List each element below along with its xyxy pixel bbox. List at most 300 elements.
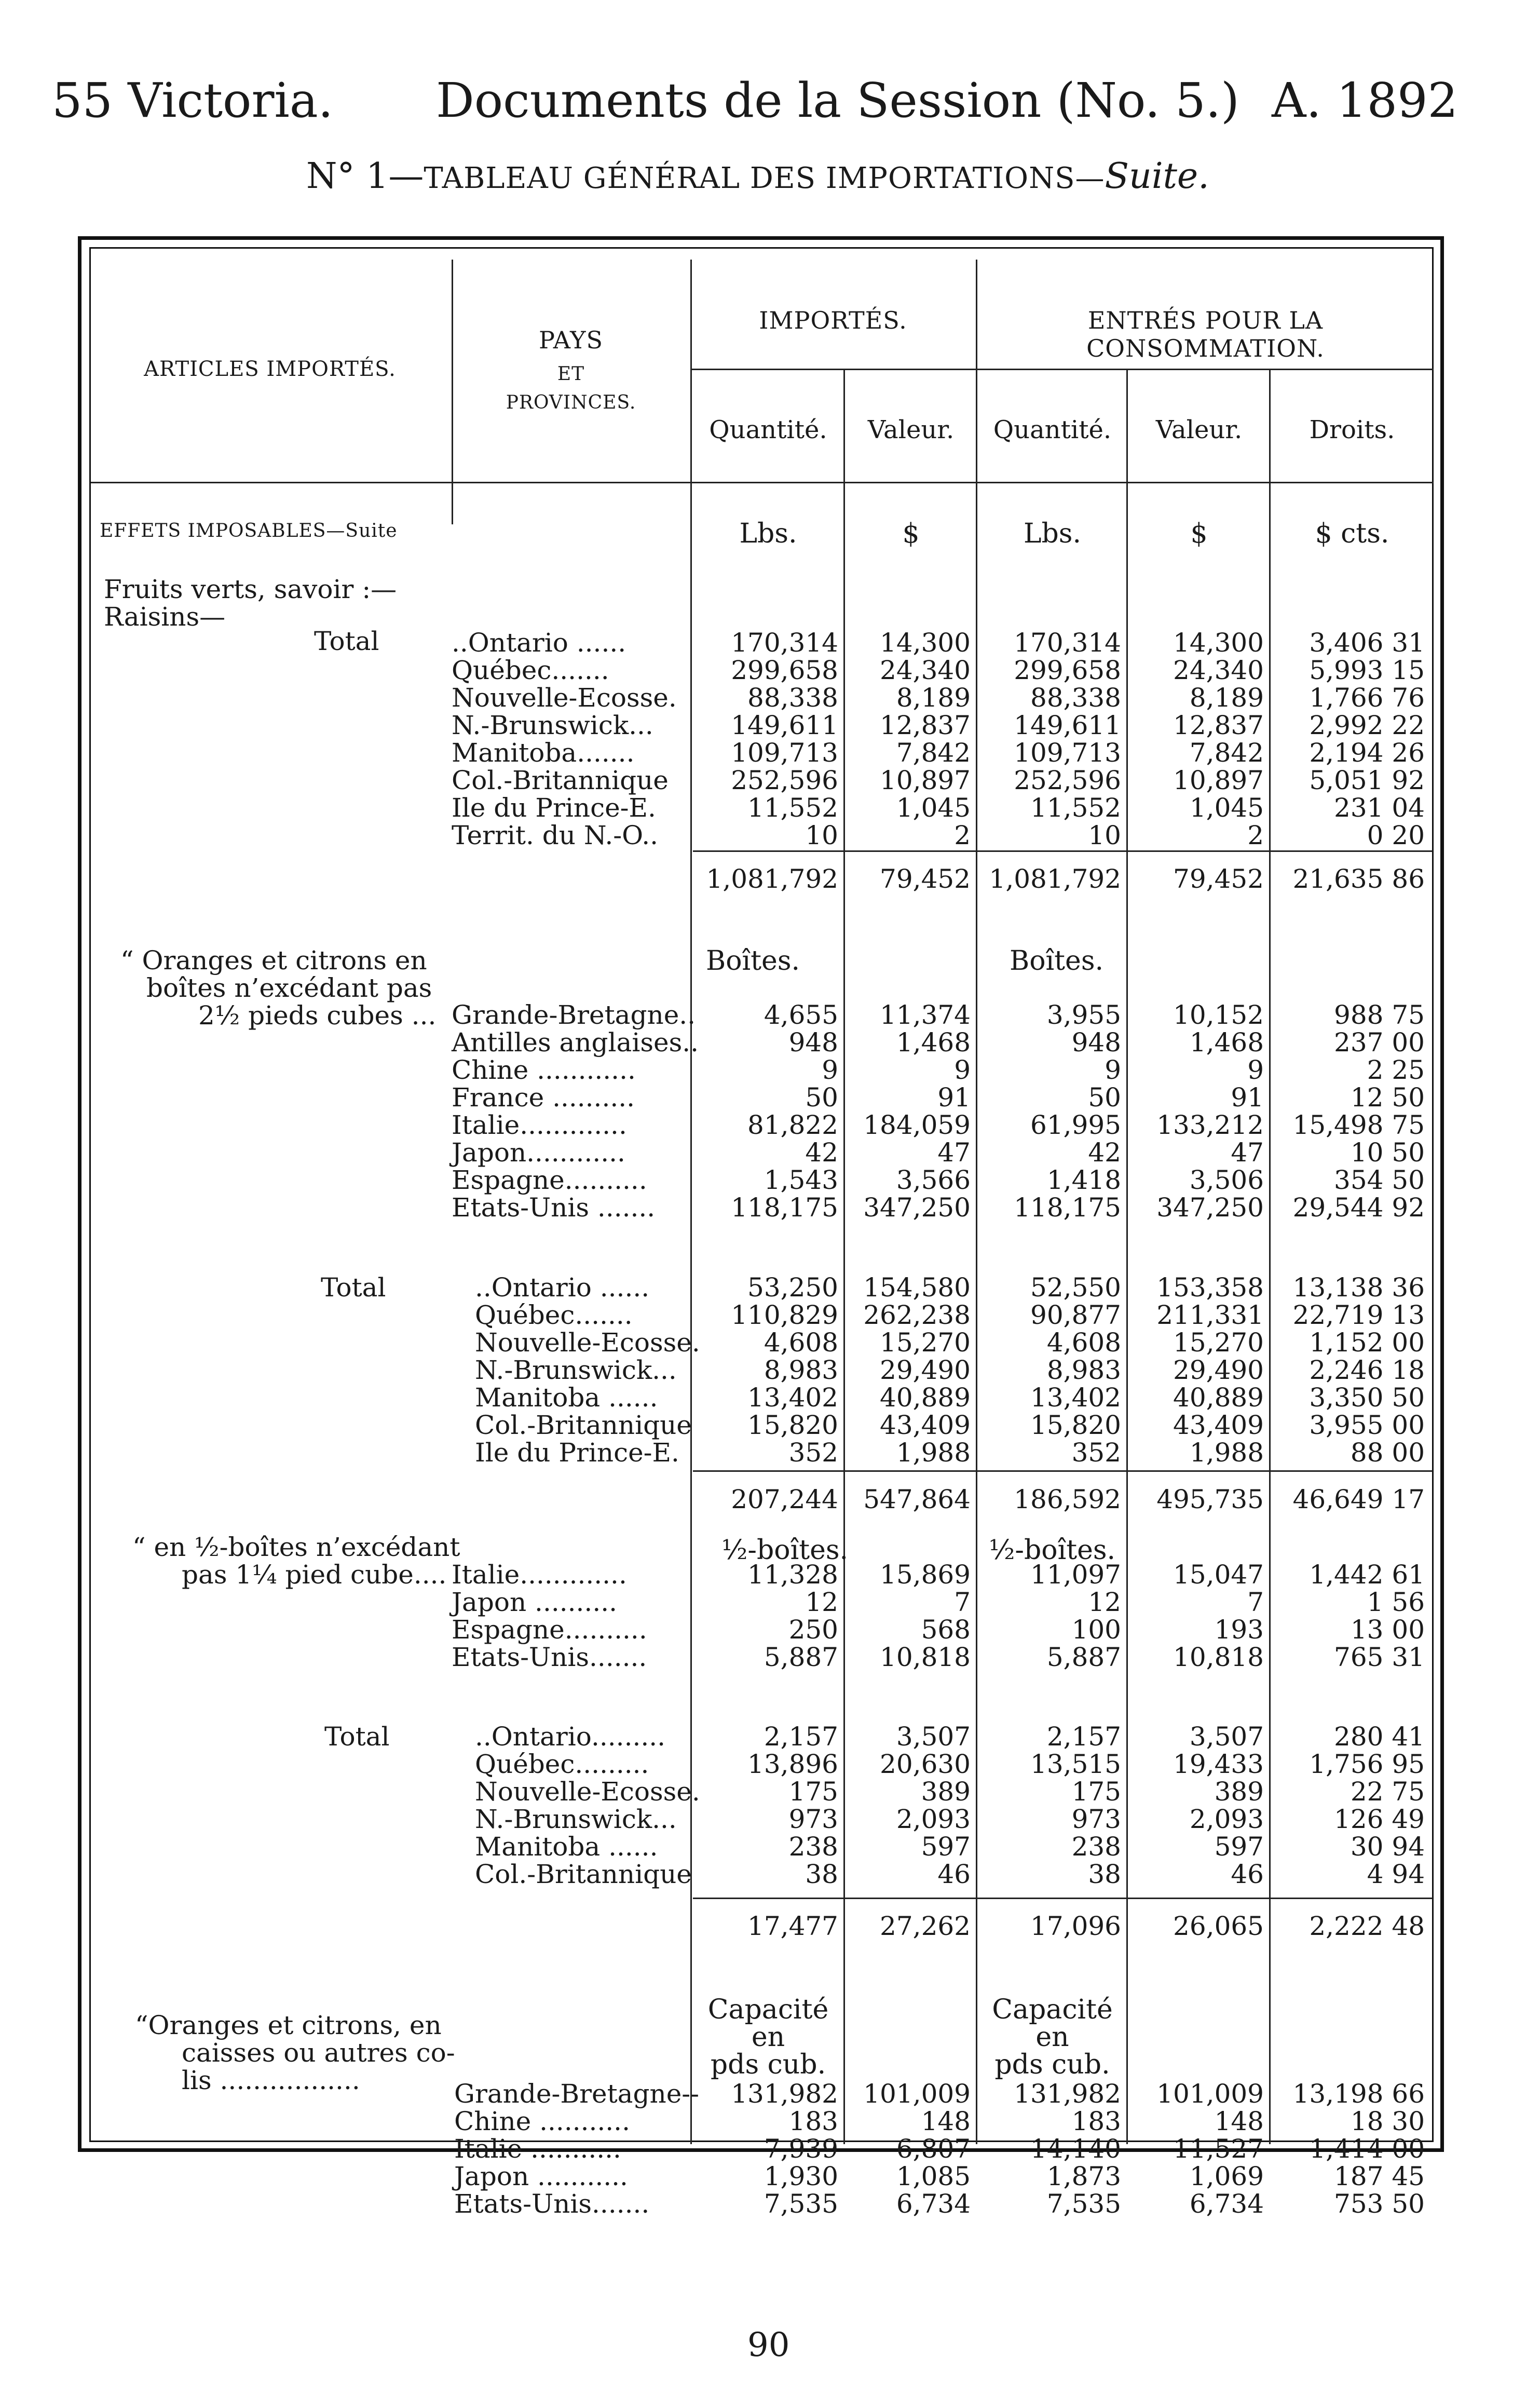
row-country: Grande-Bretagne-- (454, 2079, 700, 2109)
cell-value-imported: 46 (937, 1859, 971, 1889)
cell-qty-entered: 11,097 (1030, 1560, 1121, 1590)
header-quantite-entres: Quantité. (993, 415, 1112, 444)
cell-value-imported: 20,630 (880, 1749, 971, 1779)
cell-value-entered: 133,212 (1156, 1110, 1264, 1140)
cell-duty: 237 00 (1334, 1027, 1425, 1058)
row-country: Manitoba ...... (475, 1383, 658, 1413)
total-rule (693, 1470, 1433, 1472)
cell-value-entered: 211,331 (1156, 1300, 1264, 1330)
cell-value-imported: 14,300 (880, 628, 971, 658)
cell-duty: 88 00 (1350, 1438, 1425, 1468)
cell-duty: 2 25 (1367, 1055, 1425, 1085)
cell-qty-entered: 170,314 (1014, 628, 1121, 658)
cell-value-imported: 1,988 (896, 1438, 971, 1468)
cell-value-imported: 15,270 (880, 1328, 971, 1358)
cell-value-imported: 10,818 (880, 1642, 971, 1672)
cell-value-entered: 3,506 (1189, 1165, 1264, 1195)
cell-duty: 5,051 92 (1309, 765, 1425, 795)
row-country: Nouvelle-Ecosse. (475, 1777, 700, 1807)
cell-qty-imported: 12 (805, 1587, 838, 1617)
cell-value-entered: 597 (1214, 1832, 1264, 1862)
cell-qty-imported: 948 (788, 1027, 838, 1058)
total-qty-entered: 186,592 (1014, 1484, 1121, 1514)
cell-qty-imported: 1,543 (764, 1165, 838, 1195)
cell-qty-imported: 7,939 (764, 2134, 838, 2164)
cell-value-entered: 7,842 (1189, 738, 1264, 768)
row-country: Etats-Unis ....... (452, 1193, 656, 1223)
row-country: Espagne.......... (452, 1165, 647, 1195)
cell-qty-entered: 3,955 (1046, 1000, 1121, 1030)
cell-qty-imported: 118,175 (731, 1193, 838, 1223)
cell-qty-entered: 50 (1088, 1082, 1121, 1113)
total-value-entered: 79,452 (1173, 864, 1264, 894)
cell-qty-entered: 948 (1071, 1027, 1121, 1058)
cell-value-entered: 1,045 (1189, 793, 1264, 823)
cell-value-imported: 2 (954, 820, 971, 850)
total-value-entered: 26,065 (1173, 1911, 1264, 1941)
cell-qty-entered: 13,402 (1030, 1383, 1121, 1413)
column-rule-importes-valeur (843, 369, 845, 2144)
cell-duty: 13,138 36 (1292, 1272, 1425, 1303)
total-label-oranges-boites: Total (321, 1272, 386, 1303)
unit-boites-entres: Boîtes. (1010, 945, 1104, 977)
header-pays-3: PROVINCES. (506, 392, 636, 413)
header-articles: ARTICLES IMPORTÉS. (144, 357, 396, 381)
total-duty: 46,649 17 (1292, 1484, 1425, 1514)
article-fruits-verts: Fruits verts, savoir :— (104, 574, 397, 604)
cell-value-imported: 3,507 (896, 1722, 971, 1752)
cell-duty: 1,766 76 (1309, 683, 1425, 713)
cell-duty: 29,544 92 (1292, 1193, 1425, 1223)
cell-value-imported: 148 (921, 2106, 971, 2136)
cell-value-imported: 91 (937, 1082, 971, 1113)
cell-duty: 2,992 22 (1309, 710, 1425, 740)
cell-qty-imported: 13,402 (747, 1383, 838, 1413)
cell-value-entered: 91 (1231, 1082, 1264, 1113)
cell-qty-entered: 8,983 (1046, 1355, 1121, 1385)
cell-value-entered: 148 (1214, 2106, 1264, 2136)
cell-qty-entered: 11,552 (1030, 793, 1121, 823)
row-country: Col.-Britannique (475, 1859, 692, 1889)
cell-qty-imported: 170,314 (731, 628, 838, 658)
cell-duty: 0 20 (1367, 820, 1425, 850)
header-importes: IMPORTÉS. (759, 306, 907, 334)
cell-value-imported: 11,374 (880, 1000, 971, 1030)
row-country: Etats-Unis....... (454, 2189, 650, 2219)
cell-value-entered: 12,837 (1173, 710, 1264, 740)
cell-qty-entered: 183 (1071, 2106, 1121, 2136)
cell-qty-imported: 8,983 (764, 1355, 838, 1385)
cell-qty-imported: 5,887 (764, 1642, 838, 1672)
cell-value-entered: 9 (1247, 1055, 1264, 1085)
unit-capacite-importes-2: en (751, 2022, 785, 2053)
cell-qty-entered: 52,550 (1030, 1272, 1121, 1303)
cell-qty-entered: 13,515 (1030, 1749, 1121, 1779)
row-country: Japon ........... (454, 2161, 628, 2191)
cell-qty-imported: 250 (788, 1615, 838, 1645)
cell-qty-entered: 131,982 (1014, 2079, 1121, 2109)
row-country: Nouvelle-Ecosse. (475, 1328, 700, 1358)
cell-value-entered: 6,734 (1189, 2189, 1264, 2219)
cell-value-entered: 101,009 (1156, 2079, 1264, 2109)
cell-value-imported: 389 (921, 1777, 971, 1807)
cell-qty-imported: 53,250 (747, 1272, 838, 1303)
cell-qty-imported: 13,896 (747, 1749, 838, 1779)
row-country: Nouvelle-Ecosse. (452, 683, 677, 713)
cell-duty: 1,414 00 (1309, 2134, 1425, 2164)
cell-qty-entered: 4,608 (1046, 1328, 1121, 1358)
cell-value-entered: 389 (1214, 1777, 1264, 1807)
cell-qty-entered: 352 (1071, 1438, 1121, 1468)
cell-value-entered: 2 (1247, 820, 1264, 850)
cell-value-imported: 1,045 (896, 793, 971, 823)
cell-qty-imported: 38 (805, 1859, 838, 1889)
row-country: Antilles anglaises.. (452, 1027, 699, 1058)
cell-qty-imported: 109,713 (731, 738, 838, 768)
cell-duty: 1,152 00 (1309, 1328, 1425, 1358)
total-value-imported: 547,864 (863, 1484, 971, 1514)
row-country: ..Ontario......... (475, 1722, 666, 1752)
unit-valeur-importes: $ (902, 518, 920, 549)
cell-qty-entered: 1,873 (1046, 2161, 1121, 2191)
cell-qty-imported: 252,596 (731, 765, 838, 795)
unit-capacite-entres-1: Capacité (992, 1994, 1113, 2025)
total-rule (693, 850, 1433, 852)
row-country: Italie............. (452, 1560, 627, 1590)
cell-value-imported: 262,238 (863, 1300, 971, 1330)
cell-value-imported: 8,189 (896, 683, 971, 713)
cell-duty: 280 41 (1334, 1722, 1425, 1752)
unit-demi-boites-entres: ½-boîtes. (989, 1535, 1116, 1566)
cell-value-imported: 7,842 (896, 738, 971, 768)
cell-duty: 13,198 66 (1292, 2079, 1425, 2109)
cell-value-entered: 8,189 (1189, 683, 1264, 713)
cell-value-entered: 1,069 (1189, 2161, 1264, 2191)
unit-valeur-entres: $ (1190, 518, 1208, 549)
cell-qty-imported: 15,820 (747, 1410, 838, 1440)
header-entres: ENTRÉS POUR LA CONSOMMATION. (1086, 306, 1325, 362)
column-rule-articles (452, 260, 453, 524)
cell-value-imported: 10,897 (880, 765, 971, 795)
row-country: Québec....... (452, 655, 609, 685)
cell-value-entered: 15,270 (1173, 1328, 1264, 1358)
cell-duty: 1,756 95 (1309, 1749, 1425, 1779)
article-caisses-2: caisses ou autres co- (182, 2038, 455, 2068)
header-rule (91, 482, 1434, 483)
article-demi-boites-2: pas 1¼ pied cube.... (182, 1560, 447, 1590)
cell-duty: 3,350 50 (1309, 1383, 1425, 1413)
row-country: Manitoba....... (452, 738, 635, 768)
cell-value-entered: 193 (1214, 1615, 1264, 1645)
cell-qty-entered: 973 (1071, 1804, 1121, 1834)
cell-duty: 753 50 (1334, 2189, 1425, 2219)
header-subrule (690, 369, 1434, 370)
total-value-imported: 27,262 (880, 1911, 971, 1941)
unit-capacite-importes-1: Capacité (707, 1994, 829, 2025)
row-country: Ile du Prince-E. (475, 1438, 679, 1468)
cell-qty-entered: 88,338 (1030, 683, 1121, 713)
cell-qty-imported: 183 (788, 2106, 838, 2136)
row-country: N.-Brunswick... (475, 1355, 677, 1385)
cell-duty: 3,406 31 (1309, 628, 1425, 658)
cell-value-imported: 43,409 (880, 1410, 971, 1440)
row-country: Italie............. (452, 1110, 627, 1140)
cell-duty: 18 30 (1350, 2106, 1425, 2136)
cell-value-imported: 12,837 (880, 710, 971, 740)
cell-value-entered: 10,897 (1173, 765, 1264, 795)
column-rule-droits (1269, 369, 1271, 2144)
row-country: Chine ........... (454, 2106, 630, 2136)
cell-value-entered: 11,527 (1173, 2134, 1264, 2164)
article-oranges-boites-3: 2½ pieds cubes ... (198, 1000, 437, 1031)
row-country: N.-Brunswick... (452, 710, 653, 740)
article-raisins: Raisins— (104, 602, 226, 632)
cell-qty-entered: 100 (1071, 1615, 1121, 1645)
cell-value-imported: 9 (954, 1055, 971, 1085)
article-caisses-1: “Oranges et citrons, en (135, 2010, 442, 2040)
title-number: N° 1— (306, 156, 424, 197)
row-country: France .......... (452, 1082, 635, 1113)
cell-qty-entered: 42 (1088, 1137, 1121, 1168)
cell-duty: 1 56 (1367, 1587, 1425, 1617)
cell-value-entered: 10,818 (1173, 1642, 1264, 1672)
cell-duty: 10 50 (1350, 1137, 1425, 1168)
cell-value-imported: 29,490 (880, 1355, 971, 1385)
cell-value-entered: 2,093 (1189, 1804, 1264, 1834)
header-valeur-importes: Valeur. (867, 415, 955, 444)
cell-duty: 5,993 15 (1309, 655, 1425, 685)
cell-value-imported: 568 (921, 1615, 971, 1645)
cell-value-imported: 3,566 (896, 1165, 971, 1195)
cell-qty-imported: 50 (805, 1082, 838, 1113)
unit-capacite-entres-3: pds cub. (994, 2049, 1110, 2080)
cell-value-imported: 1,085 (896, 2161, 971, 2191)
cell-qty-imported: 1,930 (764, 2161, 838, 2191)
cell-duty: 988 75 (1334, 1000, 1425, 1030)
total-rule (693, 1898, 1433, 1899)
cell-qty-entered: 90,877 (1030, 1300, 1121, 1330)
column-rule-entres-valeur (1126, 369, 1128, 2144)
cell-value-imported: 24,340 (880, 655, 971, 685)
cell-value-imported: 184,059 (863, 1110, 971, 1140)
cell-value-imported: 2,093 (896, 1804, 971, 1834)
row-country: ..Ontario ...... (475, 1272, 650, 1303)
row-country: Québec......... (475, 1749, 649, 1779)
total-qty-imported: 1,081,792 (706, 864, 838, 894)
article-oranges-boites-1: “ Oranges et citrons en (120, 945, 427, 976)
total-qty-imported: 17,477 (747, 1911, 838, 1941)
row-country: Grande-Bretagne.. (452, 1000, 696, 1030)
cell-qty-entered: 252,596 (1014, 765, 1121, 795)
cell-value-imported: 6,734 (896, 2189, 971, 2219)
cell-qty-entered: 238 (1071, 1832, 1121, 1862)
cell-qty-imported: 299,658 (731, 655, 838, 685)
cell-duty: 2,194 26 (1309, 738, 1425, 768)
cell-qty-imported: 175 (788, 1777, 838, 1807)
cell-value-entered: 24,340 (1173, 655, 1264, 685)
cell-value-entered: 14,300 (1173, 628, 1264, 658)
row-country: Territ. du N.-O.. (452, 820, 659, 850)
cell-qty-imported: 81,822 (747, 1110, 838, 1140)
unit-demi-boites-importes: ½-boîtes. (721, 1535, 849, 1566)
unit-quantite-importes: Lbs. (739, 518, 797, 549)
cell-duty: 13 00 (1350, 1615, 1425, 1645)
unit-quantite-entres: Lbs. (1023, 518, 1082, 549)
row-country: Col.-Britannique (452, 765, 669, 795)
header-valeur-entres: Valeur. (1155, 415, 1243, 444)
cell-qty-entered: 1,418 (1046, 1165, 1121, 1195)
section-effets-imposables: EFFETS IMPOSABLES—Suite (100, 520, 398, 541)
cell-value-imported: 7 (954, 1587, 971, 1617)
cell-duty: 22 75 (1350, 1777, 1425, 1807)
cell-value-imported: 347,250 (863, 1193, 971, 1223)
cell-duty: 22,719 13 (1292, 1300, 1425, 1330)
cell-qty-imported: 149,611 (731, 710, 838, 740)
cell-qty-imported: 110,829 (731, 1300, 838, 1330)
header-year: A. 1892 (1272, 73, 1459, 128)
cell-value-imported: 154,580 (863, 1272, 971, 1303)
cell-value-entered: 15,047 (1173, 1560, 1264, 1590)
cell-qty-imported: 11,328 (747, 1560, 838, 1590)
cell-duty: 15,498 75 (1292, 1110, 1425, 1140)
cell-value-entered: 19,433 (1173, 1749, 1264, 1779)
cell-value-imported: 15,869 (880, 1560, 971, 1590)
cell-value-entered: 46 (1231, 1859, 1264, 1889)
cell-qty-imported: 42 (805, 1137, 838, 1168)
cell-qty-entered: 10 (1088, 820, 1121, 850)
cell-qty-entered: 175 (1071, 1777, 1121, 1807)
cell-qty-entered: 7,535 (1046, 2189, 1121, 2219)
cell-qty-imported: 352 (788, 1438, 838, 1468)
row-country: Italie ........... (454, 2134, 621, 2164)
cell-qty-entered: 118,175 (1014, 1193, 1121, 1223)
cell-qty-entered: 14,140 (1030, 2134, 1121, 2164)
cell-qty-imported: 11,552 (747, 793, 838, 823)
total-label-raisins: Total (314, 626, 379, 656)
cell-duty: 126 49 (1334, 1804, 1425, 1834)
cell-value-imported: 101,009 (863, 2079, 971, 2109)
cell-qty-imported: 4,608 (764, 1328, 838, 1358)
row-country: Ile du Prince-E. (452, 793, 656, 823)
row-country: Manitoba ...... (475, 1832, 658, 1862)
cell-duty: 2,246 18 (1309, 1355, 1425, 1385)
cell-value-entered: 10,152 (1173, 1000, 1264, 1030)
row-country: Etats-Unis....... (452, 1642, 647, 1672)
cell-qty-entered: 38 (1088, 1859, 1121, 1889)
article-oranges-boites-2: boîtes n’excédant pas (146, 973, 432, 1003)
table-title (306, 156, 1209, 197)
cell-value-imported: 597 (921, 1832, 971, 1862)
cell-duty: 765 31 (1334, 1642, 1425, 1672)
cell-value-entered: 3,507 (1189, 1722, 1264, 1752)
header-title: Documents de la Session (No. 5.) (436, 73, 1239, 128)
cell-value-imported: 47 (937, 1137, 971, 1168)
cell-qty-imported: 7,535 (764, 2189, 838, 2219)
header-volume: 55 Victoria. (52, 73, 333, 128)
row-country: Chine ............ (452, 1055, 636, 1085)
cell-value-imported: 1,468 (896, 1027, 971, 1058)
cell-qty-entered: 12 (1088, 1587, 1121, 1617)
row-country: Espagne.......... (452, 1615, 647, 1645)
header-pays-2: ET (557, 363, 585, 385)
cell-qty-imported: 2,157 (764, 1722, 838, 1752)
cell-value-imported: 6,807 (896, 2134, 971, 2164)
page-number: 90 (747, 2326, 790, 2364)
total-label-demi-boites: Total (324, 1722, 390, 1752)
cell-qty-entered: 149,611 (1014, 710, 1121, 740)
header-pays-1: PAYS (539, 326, 603, 354)
cell-qty-imported: 9 (822, 1055, 838, 1085)
article-caisses-3: lis ................. (182, 2065, 360, 2095)
cell-duty: 4 94 (1367, 1859, 1425, 1889)
cell-qty-imported: 238 (788, 1832, 838, 1862)
cell-qty-imported: 88,338 (747, 683, 838, 713)
cell-value-entered: 7 (1247, 1587, 1264, 1617)
row-country: Québec....... (475, 1300, 633, 1330)
cell-value-entered: 1,468 (1189, 1027, 1264, 1058)
cell-qty-entered: 15,820 (1030, 1410, 1121, 1440)
cell-duty: 3,955 00 (1309, 1410, 1425, 1440)
cell-qty-entered: 5,887 (1046, 1642, 1121, 1672)
row-country: Japon............ (452, 1137, 625, 1168)
article-demi-boites-1: “ en ½-boîtes n’excédant (132, 1532, 460, 1562)
total-qty-entered: 17,096 (1030, 1911, 1121, 1941)
cell-duty: 231 04 (1334, 793, 1425, 823)
cell-qty-imported: 10 (805, 820, 838, 850)
cell-value-entered: 29,490 (1173, 1355, 1264, 1385)
cell-duty: 187 45 (1334, 2161, 1425, 2191)
cell-value-entered: 47 (1231, 1137, 1264, 1168)
total-duty: 21,635 86 (1292, 864, 1425, 894)
header-droits: Droits. (1309, 415, 1395, 444)
cell-value-entered: 1,988 (1189, 1438, 1264, 1468)
total-duty: 2,222 48 (1309, 1911, 1425, 1941)
row-country: Col.-Britannique (475, 1410, 692, 1440)
total-qty-entered: 1,081,792 (989, 864, 1121, 894)
row-country: ..Ontario ...... (452, 628, 626, 658)
cell-qty-imported: 973 (788, 1804, 838, 1834)
cell-value-entered: 347,250 (1156, 1193, 1264, 1223)
cell-duty: 12 50 (1350, 1082, 1425, 1113)
cell-qty-imported: 131,982 (731, 2079, 838, 2109)
cell-duty: 30 94 (1350, 1832, 1425, 1862)
cell-qty-entered: 299,658 (1014, 655, 1121, 685)
cell-qty-entered: 61,995 (1030, 1110, 1121, 1140)
title-main: TABLEAU GÉNÉRAL DES IMPORTATIONS— (424, 161, 1105, 195)
unit-boites-importes: Boîtes. (706, 945, 800, 977)
title-suffix: Suite. (1105, 156, 1209, 197)
column-rule-importes (976, 260, 977, 2144)
total-value-imported: 79,452 (880, 864, 971, 894)
row-country: N.-Brunswick... (475, 1804, 677, 1834)
cell-qty-entered: 9 (1105, 1055, 1121, 1085)
row-country: Japon .......... (452, 1587, 617, 1617)
cell-duty: 354 50 (1334, 1165, 1425, 1195)
cell-qty-entered: 2,157 (1046, 1722, 1121, 1752)
cell-value-entered: 43,409 (1173, 1410, 1264, 1440)
cell-value-entered: 153,358 (1156, 1272, 1264, 1303)
total-value-entered: 495,735 (1156, 1484, 1264, 1514)
cell-value-imported: 40,889 (880, 1383, 971, 1413)
cell-qty-entered: 109,713 (1014, 738, 1121, 768)
cell-value-entered: 40,889 (1173, 1383, 1264, 1413)
total-qty-imported: 207,244 (731, 1484, 838, 1514)
header-quantite-importes: Quantité. (709, 415, 827, 444)
unit-capacite-entres-2: en (1035, 2022, 1069, 2053)
unit-droits: $ cts. (1315, 518, 1389, 549)
cell-duty: 1,442 61 (1309, 1560, 1425, 1590)
unit-capacite-importes-3: pds cub. (710, 2049, 826, 2080)
